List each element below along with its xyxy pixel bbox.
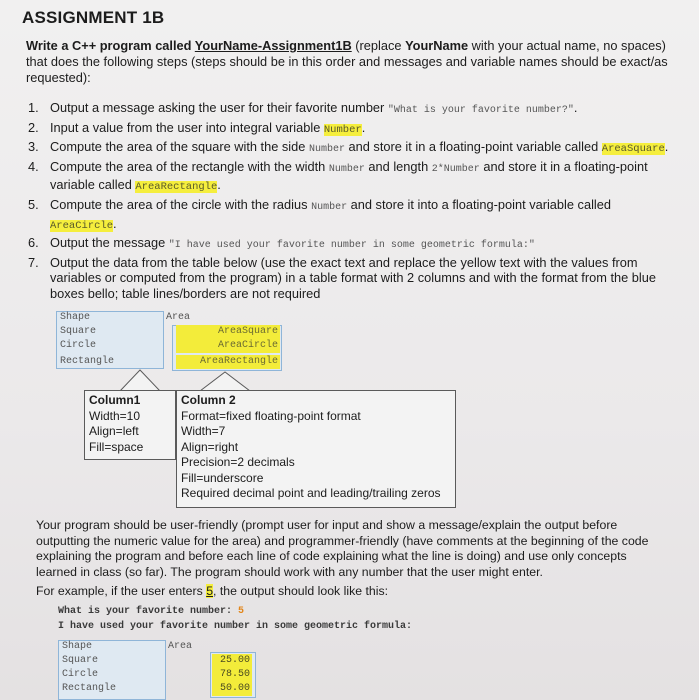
table-area-cell: AreaCircle bbox=[176, 339, 280, 353]
step-text: Output the data from the table below (use the exact text and replace the yellow text with the values from variables or computed from the program) in a table format with 2 columns and with the format from the blue boxes bello; table lines/borders are not required bbox=[50, 254, 656, 301]
page-title: ASSIGNMENT 1B bbox=[22, 8, 165, 27]
output-head-shape: Shape bbox=[62, 641, 93, 652]
intro-text-2: (replace bbox=[351, 38, 406, 53]
step-text: and length bbox=[364, 158, 432, 174]
step-number: 4. bbox=[28, 158, 39, 174]
example-text: For example, if the user enters bbox=[36, 584, 207, 598]
step-text: Output a message asking the user for their favorite number bbox=[50, 100, 388, 115]
table-shape-cell: Square bbox=[60, 326, 97, 337]
step-text: . bbox=[573, 100, 578, 115]
table-shape-cell: Circle bbox=[60, 340, 97, 351]
step-text: Output the message bbox=[50, 235, 169, 251]
program-name: YourName-Assignment1B bbox=[194, 38, 352, 53]
step-number: 3. bbox=[28, 139, 39, 155]
column2-line: Width=7 bbox=[181, 424, 226, 438]
step-number: 5. bbox=[28, 196, 39, 212]
step-text: . bbox=[361, 119, 366, 135]
column1-line: Width=10 bbox=[89, 408, 141, 423]
table-area-cell: AreaRectangle bbox=[176, 355, 280, 369]
requirements-paragraph: Your program should be user-friendly (prompt user for input and show a message/explain the output before outputting the numeric value for the area) and programmer-friendly (have comments at the beginning of the code explaining the program and before each line of code explaining what the line is doing) and use only concepts learned in class (so far). The program should work with any number that the user might enter. bbox=[36, 518, 649, 579]
variable-highlight: AreaSquare bbox=[601, 143, 665, 156]
step-number: 2. bbox=[28, 119, 39, 135]
step-text: and store it in a floating-point variable called bbox=[50, 158, 648, 193]
output-shape-cell: Rectangle bbox=[62, 683, 117, 694]
step-text: and store it in a floating-point variable called bbox=[344, 139, 602, 155]
intro-text-3: with your actual name, no spaces) that does the following steps (steps should be in this order and messages and variable names should be exact/as requested): bbox=[26, 38, 668, 85]
column1-box bbox=[84, 390, 176, 460]
intro-text-1: Write a C++ program called bbox=[26, 38, 195, 53]
output-message: I have used your favorite number in some geometric formula: bbox=[58, 621, 413, 632]
step-text: Compute the area of the square with the side bbox=[50, 139, 309, 155]
variable-highlight: AreaRectangle bbox=[135, 181, 218, 194]
column2-title: Column 2 bbox=[181, 393, 236, 407]
output-area-cell: 25.00 bbox=[212, 654, 252, 668]
column2-box bbox=[176, 390, 456, 508]
column2-line: Align=right bbox=[181, 439, 239, 454]
column2-line: Precision=2 decimals bbox=[181, 455, 295, 469]
example-line bbox=[36, 584, 388, 598]
column2-line: Required decimal point and leading/trailing zeros bbox=[181, 486, 441, 500]
column2-line: Format=fixed floating-point format bbox=[181, 408, 361, 423]
step-number: 7. bbox=[28, 254, 39, 270]
step-code: Number bbox=[308, 144, 345, 156]
column2-line: Fill=underscore bbox=[181, 470, 264, 485]
step-text: . bbox=[113, 215, 117, 231]
example-text: , the output should look like this: bbox=[213, 584, 389, 598]
step-text: Compute the area of the circle with the radius bbox=[50, 196, 312, 212]
table-shape-cell: Rectangle bbox=[60, 356, 115, 367]
column1-title: Column1 bbox=[89, 393, 141, 407]
step-text: . bbox=[664, 139, 669, 155]
table-area-cell: AreaSquare bbox=[176, 325, 280, 339]
step-text: . bbox=[217, 177, 221, 193]
step-text: and store it into a floating-point variable called bbox=[347, 196, 611, 212]
output-head-area: Area bbox=[168, 641, 193, 652]
step-code: "I have used your favorite number in some geometric formula:" bbox=[168, 240, 535, 252]
step-text: Input a value from the user into integral variable bbox=[50, 119, 324, 135]
variable-highlight: AreaCircle bbox=[50, 219, 114, 232]
step-code: Number bbox=[328, 163, 365, 175]
step-code: 2*Number bbox=[431, 163, 480, 175]
output-area-cell: 78.50 bbox=[212, 668, 252, 682]
column1-line: Fill=space bbox=[89, 439, 144, 454]
step-number: 6. bbox=[28, 235, 39, 251]
output-area-cell: 50.00 bbox=[212, 682, 252, 696]
table-head-shape: Shape bbox=[60, 312, 91, 323]
example-value: 5 bbox=[206, 584, 214, 598]
step-text: Compute the area of the rectangle with the width bbox=[50, 158, 329, 174]
step-code: Number bbox=[311, 201, 348, 213]
table-head-area: Area bbox=[166, 312, 191, 323]
output-prompt-line bbox=[58, 606, 244, 617]
output-input: 5 bbox=[238, 606, 245, 617]
output-shape-cell: Circle bbox=[62, 669, 99, 680]
step-code: "What is your favorite number?" bbox=[387, 105, 574, 116]
output-prompt: What is your favorite number: bbox=[58, 606, 239, 617]
your-name: YourName bbox=[405, 38, 469, 53]
output-shape-cell: Square bbox=[62, 655, 99, 666]
variable-highlight: Number bbox=[323, 123, 362, 136]
column1-line: Align=left bbox=[89, 424, 139, 438]
step-number: 1. bbox=[28, 100, 39, 115]
